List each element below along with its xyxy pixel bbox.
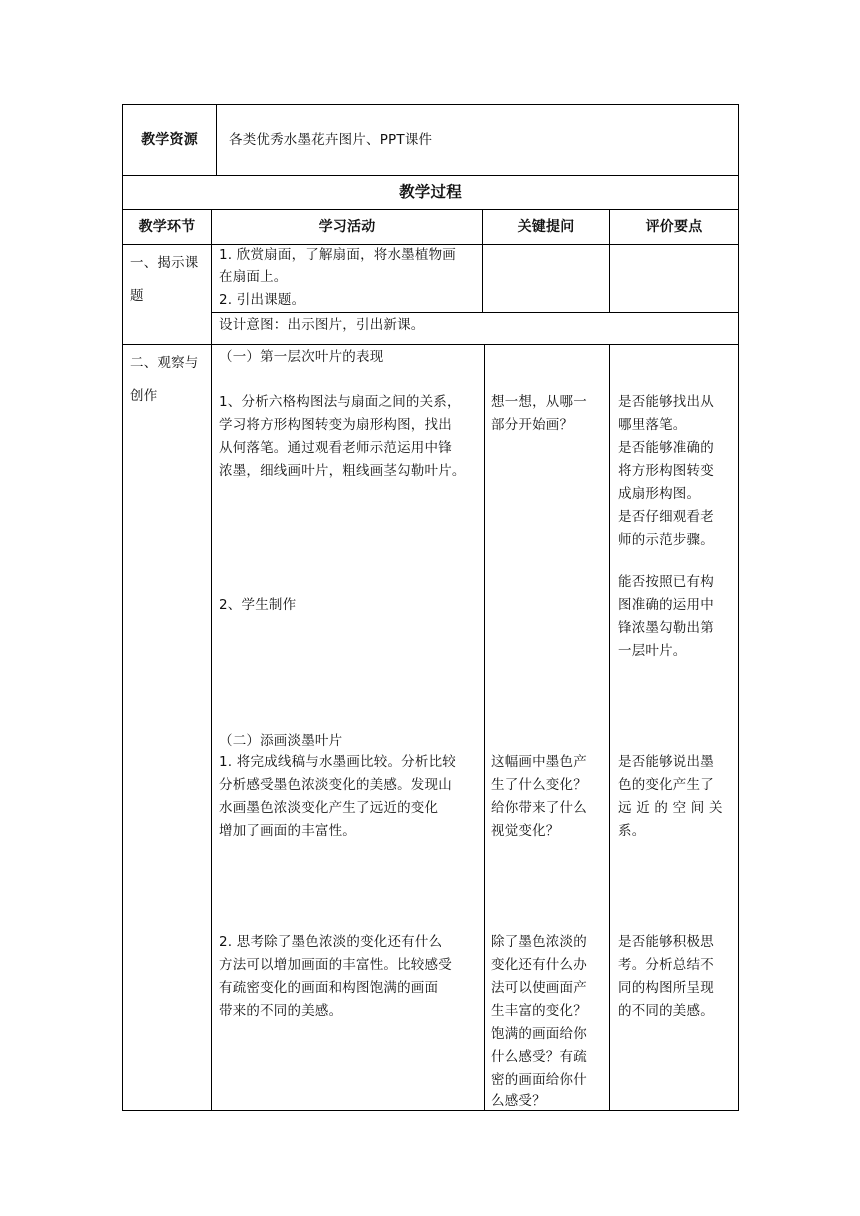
evaluation4-line2: 考。分析总结不 (618, 957, 714, 973)
evaluation1-line5: 成扇形构图。 (618, 486, 701, 502)
question1-line2: 部分开始画？ (491, 417, 574, 433)
evaluation1-line1: 是否能够找出从 (618, 394, 714, 410)
row1-stage-line2: 题 (130, 288, 144, 304)
question4-line2: 变化还有什么办 (491, 957, 587, 973)
question4-line1: 除了墨色浓淡的 (491, 934, 587, 950)
activity4-line2: 方法可以增加画面的丰富性。比较感受 (219, 957, 452, 973)
activity3-line4: 增加了画面的丰富性。 (219, 823, 356, 839)
question-column-divider-body (484, 344, 485, 1111)
table-rule-process-bottom (122, 209, 738, 210)
evaluation1-line2: 哪里落笔。 (618, 417, 687, 433)
activity2: 2、学生制作 (219, 597, 297, 613)
table-border-top (122, 104, 738, 105)
table-border-bottom (122, 1110, 738, 1111)
evaluation1-line4: 将方形构图转变 (618, 463, 714, 479)
evaluation1-line6: 是否仔细观看老 (618, 509, 714, 525)
header-stage: 教学环节 (138, 219, 196, 235)
row2-stage-line1: 二、观察与 (130, 355, 199, 371)
question4-line7: 密的画面给你什 (491, 1072, 587, 1088)
row2-stage-line2: 创作 (130, 388, 158, 404)
evaluation4-line3: 同的构图所呈现 (618, 980, 714, 996)
question1-line1: 想一想，从哪一 (491, 394, 587, 410)
question4-line5: 饱满的画面给你 (491, 1026, 587, 1042)
row1-stage-line1: 一、揭示课 (130, 255, 199, 271)
process-title: 教学过程 (399, 183, 462, 201)
stage-column-divider (211, 209, 212, 1111)
table-border-left (122, 104, 123, 1111)
evaluation4-line4: 的不同的美感。 (618, 1003, 714, 1019)
row1-activity-line3: 2. 引出课题。 (219, 292, 306, 308)
activity3-line1: 1. 将完成线稿与水墨画比较。分析比较 (219, 754, 456, 770)
activity1-line3: 从何落笔。通过观看老师示范运用中锋 (219, 440, 452, 456)
evaluation1-line7: 师的示范步骤。 (618, 532, 714, 548)
activity4-line1: 2. 思考除了墨色浓淡的变化还有什么 (219, 934, 443, 950)
activity4-line4: 带来的不同的美感。 (219, 1003, 343, 1019)
table-rule-resources-bottom (122, 175, 738, 176)
activity1-line1: 1、分析六格构图法与扇面之间的关系， (219, 394, 461, 410)
table-rule-row1-bottom (122, 344, 738, 345)
section2-title: （二）添画淡墨叶片 (219, 733, 343, 749)
activity1-line4: 浓墨，细线画叶片，粗线画茎勾勒叶片。 (219, 463, 466, 479)
resources-label: 教学资源 (141, 132, 198, 148)
question3-line2: 生了什么变化？ (491, 777, 587, 793)
table-rule-row1-mid (211, 312, 738, 313)
row1-activity-line2: 在扇面上。 (219, 269, 288, 285)
activity1-line2: 学习将方形构图转变为扇形构图，找出 (219, 417, 452, 433)
evaluation2-line2: 图准确的运用中 (618, 597, 714, 613)
evaluation2-line3: 锋浓墨勾勒出第 (618, 620, 714, 636)
evaluation3-line1: 是否能够说出墨 (618, 754, 714, 770)
question3-line1: 这幅画中墨色产 (491, 754, 587, 770)
question3-line4: 视觉变化？ (491, 823, 560, 839)
question4-line8: 么感受？ (491, 1093, 546, 1109)
evaluation4-line1: 是否能够积极思 (618, 934, 714, 950)
header-activity: 学习活动 (318, 219, 376, 235)
evaluation2-line4: 一层叶片。 (618, 643, 687, 659)
evaluation-column-divider-body (609, 344, 610, 1111)
evaluation2-line1: 能否按照已有构 (618, 574, 714, 590)
question4-line6: 什么感受？有疏 (491, 1049, 587, 1065)
activity3-line3: 水画墨色浓淡变化产生了远近的变化 (219, 800, 439, 816)
question3-line3: 给你带来了什么 (491, 800, 587, 816)
activity3-line2: 分析感受墨色浓淡变化的美感。发现山 (219, 777, 452, 793)
header-evaluation: 评价要点 (645, 219, 703, 235)
section1-title: （一）第一层次叶片的表现 (219, 349, 384, 365)
evaluation3-line3: 远 近 的 空 间 关 (618, 800, 723, 816)
question4-line4: 生丰富的变化？ (491, 1003, 587, 1019)
resources-value: 各类优秀水墨花卉图片、PPT课件 (229, 132, 433, 148)
row1-design-intent: 设计意图：出示图片，引出新课。 (219, 317, 425, 333)
header-question: 关键提问 (517, 219, 575, 235)
evaluation1-line3: 是否能够准确的 (618, 440, 714, 456)
question4-line3: 法可以使画面产 (491, 980, 587, 996)
evaluation3-line4: 系。 (618, 823, 646, 839)
table-border-right (738, 104, 739, 1111)
evaluation3-line2: 色的变化产生了 (618, 777, 714, 793)
activity4-line3: 有疏密变化的画面和构图饱满的画面 (219, 980, 439, 996)
row1-activity-line1: 1. 欣赏扇面，了解扇面，将水墨植物画 (219, 247, 456, 263)
